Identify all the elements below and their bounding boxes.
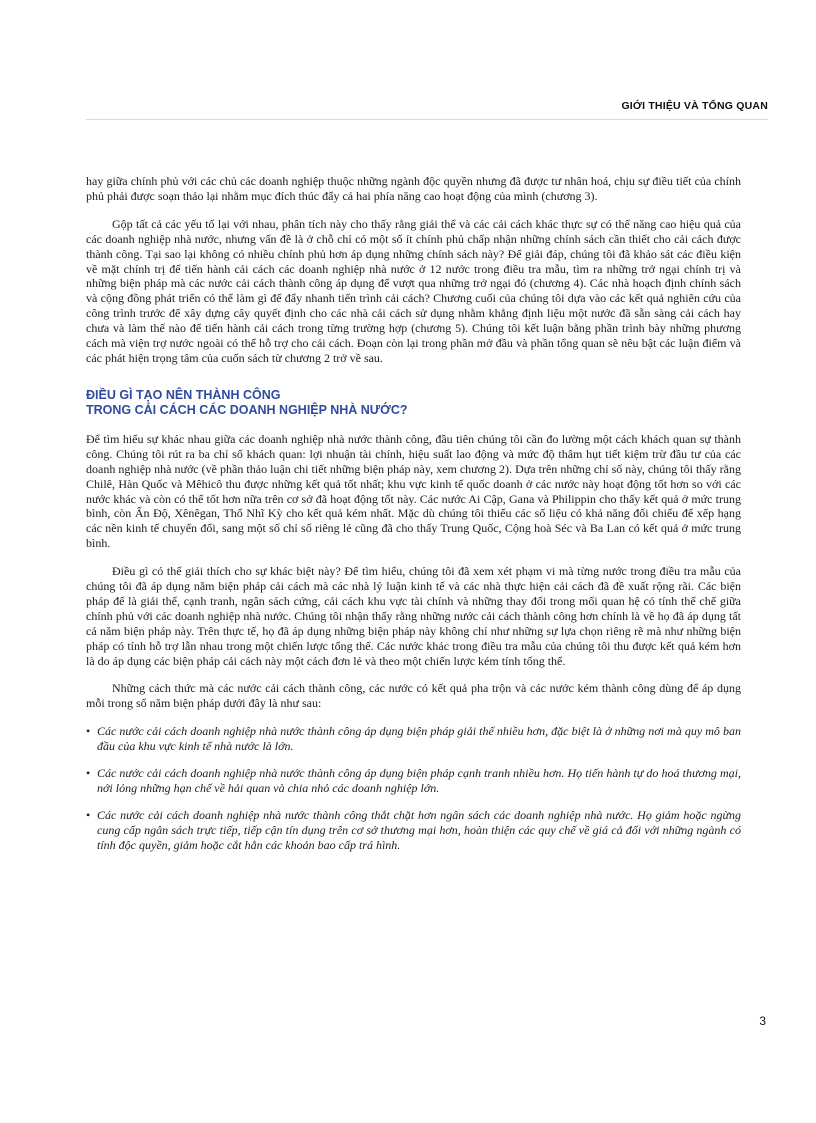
bullet-list: [86, 724, 741, 852]
section-paragraph-1: Để tìm hiểu sự khác nhau giữa các doanh nghiệp nhà nước thành công, đầu tiên chúng tôi cần đo lường một cách khách quan sự thành công. Chúng tôi rút ra ba chỉ số khách quan: lợi nhuận tài chính, hiệu suất lao động và mức độ thâm hụt tiết kiệm trừ đầu tư của các doanh nghiệp nhà nước (về phần thảo luận chi tiết những biện pháp này, xem chương 2). Dựa trên những chỉ số này, chúng tôi thấy rằng Chilê, Hàn Quốc và Mêhicô thu được những kết quả tốt nhất; khu vực kinh tế quốc doanh ở các nước này hoạt động tốt hơn so với các nước khác và còn có thể tốt hơn nữa trên cơ sở đã hoạt động tốt này. Các nước Ai Cập, Gana và Philippin cho thấy kết quả ở mức trung bình, còn Ấn Độ, Xênêgan, Thổ Nhĩ Kỳ cho kết quả kém nhất. Mặc dù chúng tôi thiếu các số liệu có khả năng đối chiếu để xếp hạng các nền kinh tế chuyển đổi, sang một số chỉ số riêng lẻ cũng đã cho thấy Trung Quốc, Cộng hoà Séc và Ba Lan có kết quả ở mức trung bình.: [86, 431, 741, 551]
section-heading-line-2: TRONG CẢI CÁCH CÁC DOANH NGHIỆP NHÀ NƯỚC?: [86, 402, 408, 417]
bullet-icon: •: [86, 807, 91, 822]
running-header: GIỚI THIỆU VÀ TỔNG QUAN: [621, 100, 768, 112]
header-rule: [86, 119, 768, 120]
bullet-text: Các nước cải cách doanh nghiệp nhà nước thành công áp dụng biện pháp giải thể nhiều hơn, đặc biệt là ở những nơi mà quy mô ban đầu của khu vực kinh tế nhà nước là lớn.: [97, 724, 741, 754]
bullet-icon: •: [86, 766, 91, 781]
list-item: [86, 724, 741, 754]
list-item: [86, 766, 741, 796]
body-text: [86, 174, 741, 865]
list-item: [86, 808, 741, 853]
intro-paragraph-1: hay giữa chính phủ với các chủ các doanh nghiệp thuộc những ngành độc quyền nhưng đã được tư nhân hoá, chịu sự điều tiết của chính phủ phải được soạn thảo lại nhằm mục đích thúc đẩy cả hai phía năng cao hoạt động của mình (chương 3).: [86, 174, 741, 203]
section-heading: [86, 388, 741, 418]
section-paragraph-3: Những cách thức mà các nước cải cách thành công, các nước có kết quả pha trộn và các nước kém thành công dùng để áp dụng mỗi trong số năm biện pháp dưới đây là như sau:: [86, 681, 741, 711]
page-number: 3: [759, 1014, 766, 1028]
bullet-text: Các nước cải cách doanh nghiệp nhà nước thành công thắt chặt hơn ngân sách các doanh nghiệp nhà nước. Họ giảm hoặc ngừng cung cấp ngân sách trực tiếp, tiếp cận tín dụng trên cơ sở thương mại hơn, hoàn thiện các quy chế về giá cả đối với những ngành có tính độc quyền, giảm hoặc cắt hẳn các khoản bao cấp trá hình.: [97, 807, 741, 852]
section-heading-line-1: ĐIỀU GÌ TẠO NÊN THÀNH CÔNG: [86, 387, 281, 402]
bullet-icon: •: [86, 724, 91, 739]
bullet-text: Các nước cải cách doanh nghiệp nhà nước thành công áp dụng biện pháp cạnh tranh nhiều hơn. Họ tiến hành tự do hoá thương mại, nới lỏng những hạn chế về hải quan và chia nhỏ các doanh nghiệp lớn.: [97, 766, 741, 795]
intro-paragraph-2: Gộp tất cả các yếu tố lại với nhau, phân tích này cho thấy rằng giải thể và các cải cách khác thực sự có thể năng cao hiệu quả của các doanh nghiệp nhà nước, nhưng vấn đề là ở chỗ chỉ có một số ít chính phủ chấp nhận những chính sách cần thiết cho cải cách được thành công. Tại sao lại không có nhiều chính phủ hơn áp dụng những chính sách này? Để giải đáp, chúng tôi đã khảo sát các điều kiện về mặt chính trị để tiến hành cải cách các doanh nghiệp nhà nước ở 12 nước trong điều tra mẫu, tìm ra những trở ngại chính trị và những biện pháp mà các nước cải cách thành công áp dụng để vượt qua những trở ngại đó (chương 4). Các nhà hoạch định chính sách và cộng đồng phát triển có thể làm gì để đẩy nhanh tiến trình cải cách? Chương cuối của chúng tôi dựa vào các kết quả nghiên cứu của công trình trước để xây dựng cây quyết định cho các nhà cải cách sử dụng nhằm khẳng định liệu một nước đã sẵn sàng cải cách hay chưa và làm thế nào để tiến hành cải cách trong từng trường hợp (chương 5). Chúng tôi kết luận bằng phần trình bày những phương cách mà viện trợ nước ngoài có thể hỗ trợ cho cải cách. Đoạn còn lại trong phần mở đầu và phần tổng quan sẽ nêu bật các luận điểm và các phát hiện trọng tâm của cuốn sách từ chương 2 trở về sau.: [86, 216, 741, 365]
section-paragraph-2: Điều gì có thể giải thích cho sự khác biệt này? Để tìm hiểu, chúng tôi đã xem xét phạm vi mà từng nước trong điều tra mẫu của chúng tôi đã áp dụng năm biện pháp cải cách mà các nhà lý luận kinh tế và các nhà thực hiện cải cách đã đề xuất rộng rãi. Các biện pháp để là giải thể, cạnh tranh, ngân sách cứng, cải cách khu vực tài chính và những thay đổi trong mối quan hệ có tính thể chế giữa chính phủ với các doanh nghiệp nhà nước. Chúng tôi nhận thấy rằng những nước cải cách thành công hơn chính là về họ đã áp dụng tất cả năm biện pháp này. Trên thực tế, họ đã áp dụng những biện pháp này không chỉ như những sự lựa chọn riêng rẽ mà như những biện pháp có tính hỗ trợ lẫn nhau trong một chiến lược tổng thể. Các nước khác trong điều tra mẫu của chúng tôi thu được kết quả kém hơn là do áp dụng các biện pháp cải cách này một cách đơn lẻ và theo một chiến lược kém tính tổng thể.: [86, 564, 741, 668]
